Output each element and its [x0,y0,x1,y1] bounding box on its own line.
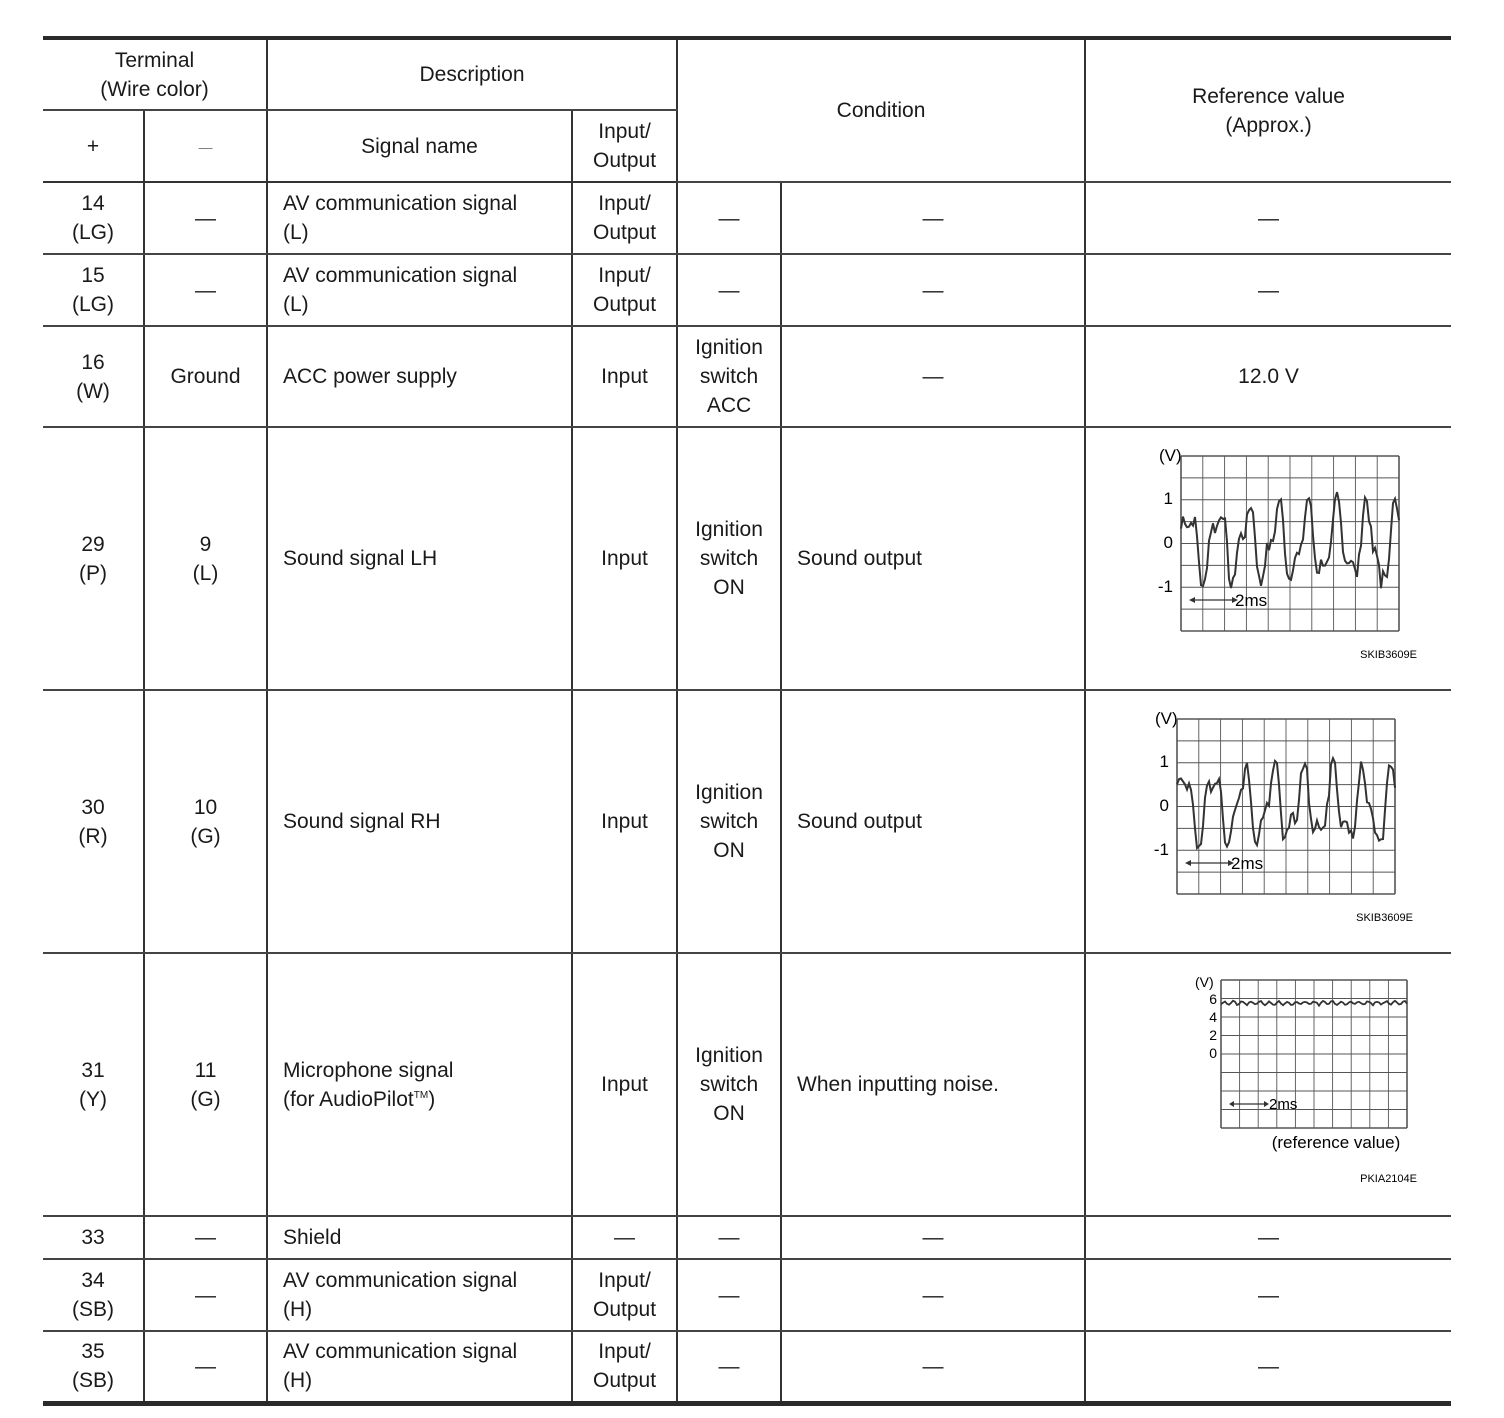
wave-ylabel: 0 [1208,1044,1217,1061]
time-scale-label: 2ms [1268,1095,1297,1113]
signal-name-line2: (L) [283,293,309,316]
cond-line3: ON [713,1102,745,1125]
signal-name [267,182,572,254]
terminal-number: 29 [81,532,105,556]
minus-terminal [144,427,267,690]
table-row [43,182,1451,254]
wire-color: (G) [190,1087,221,1111]
signal-name: Sound signal LH [267,427,572,690]
io-line2: Output [592,293,657,316]
terminal-number: 16 [81,350,105,374]
reference-value [1085,427,1451,690]
header-description: Description [267,38,677,110]
cond-line1: Ignition [695,1044,763,1067]
minus-terminal: Ground [144,326,267,427]
table-row [43,690,1451,953]
condition-detail: Sound output [781,427,1085,690]
plus-terminal [43,690,144,953]
header-terminal-label: Terminal [114,48,195,72]
condition-switch: — [677,1216,781,1259]
condition-detail: — [781,1259,1085,1331]
reference-value: — [1085,182,1451,254]
header-signal-name: Signal name [267,110,572,182]
reference-value [1085,690,1451,953]
plus-terminal [43,254,144,326]
plus-terminal [43,326,144,427]
cond-line3: ACC [706,394,752,417]
figure-id: PKIA2104E [1359,1172,1417,1185]
terminal-reference-table [43,36,1451,1406]
condition-switch: — [677,254,781,326]
plus-terminal: 33 [43,1216,144,1259]
reference-value [1085,953,1451,1216]
signal-name-line1: AV communication signal [283,1269,518,1292]
header-reference [1085,38,1451,182]
minus-terminal: — [144,182,267,254]
header-minus [144,110,267,182]
reference-value: — [1085,1259,1451,1331]
table-row [43,427,1451,690]
io-cell [572,1259,677,1331]
time-scale-label: 2ms [1234,590,1267,610]
table-row [43,254,1451,326]
signal-name-line1: AV communication signal [283,192,518,215]
wave-unit: (V) [1154,708,1178,728]
minus-terminal: — [144,1331,267,1403]
wave-ylabel: 2 [1208,1026,1217,1043]
signal-name-line2: (H) [283,1369,313,1393]
wire-color: (SB) [72,1298,114,1321]
condition-switch [677,953,781,1216]
wave-grid [1181,456,1399,631]
signal-name [267,1331,572,1403]
minus-terminal [144,690,267,953]
io-line2: Output [592,1369,657,1393]
wave-ylabel: 0 [1163,532,1173,552]
condition-switch [677,427,781,690]
reference-value: 12.0 V [1085,326,1451,427]
minus-terminal [144,953,267,1216]
plus-terminal [43,1331,144,1403]
header-io-line1: Input/ [598,120,651,143]
io-line1: Input/ [598,1269,651,1292]
condition-switch [677,690,781,953]
io-cell: Input [572,427,677,690]
cond-line2: switch [699,1073,759,1096]
wire-color: (L) [192,561,219,585]
wave-ylabel: 1 [1159,751,1169,771]
header-io [572,110,677,182]
table-row [43,326,1451,427]
minus-terminal: — [144,254,267,326]
terminal-number: 35 [81,1340,105,1364]
wire-color: (LG) [72,221,114,244]
reference-value: — [1085,254,1451,326]
signal-name [267,953,572,1216]
signal-name-line1: Microphone signal [283,1058,454,1082]
signal-name [267,254,572,326]
signal-name-line1: AV communication signal [283,264,518,287]
waveform-mic [1119,970,1419,1200]
time-scale-label: 2ms [1230,853,1263,873]
header-approx-label: (Approx.) [1225,113,1312,137]
signal-name: Sound signal RH [267,690,572,953]
condition-detail: — [781,1331,1085,1403]
minus-terminal: — [144,1216,267,1259]
terminal-number: 34 [81,1269,105,1292]
header-terminal [43,38,267,110]
condition-detail: — [781,254,1085,326]
cond-line2: switch [699,365,759,388]
io-cell: — [572,1216,677,1259]
minus-terminal: — [144,1259,267,1331]
cond-line3: ON [713,839,745,862]
condition-switch: — [677,1259,781,1331]
signal-name: Shield [267,1216,572,1259]
io-line2: Output [592,221,657,244]
wave-unit: (V) [1194,973,1214,990]
signal-name-line2: (H) [283,1298,313,1321]
signal-name-line2 [283,1085,571,1114]
signal-name-text: (for AudioPilot [283,1087,414,1111]
plus-terminal [43,182,144,254]
wave-ylabel: -1 [1153,839,1169,859]
wire-color: (SB) [72,1369,114,1393]
table-row [43,1259,1451,1331]
wave-unit: (V) [1158,445,1182,465]
cond-line1: Ignition [695,336,763,359]
condition-switch: — [677,182,781,254]
terminal-number: 9 [199,532,212,556]
waveform-lh [1119,444,1419,674]
table-row [43,953,1451,1216]
cond-line1: Ignition [695,518,763,541]
signal-name-line2: (L) [283,221,309,244]
wave-ylabel: -1 [1157,576,1173,596]
condition-detail: When inputting noise. [781,953,1085,1216]
wave-ylabel: 1 [1163,488,1173,508]
io-cell: Input [572,690,677,953]
terminal-number: 31 [81,1058,105,1082]
io-line1: Input/ [598,1340,651,1364]
io-line1: Input/ [598,264,651,287]
wire-color: (LG) [72,293,114,316]
header-reference-label: Reference value [1192,84,1345,108]
header-io-line2: Output [592,149,657,172]
wave-ylabel: 4 [1208,1008,1217,1025]
io-cell [572,254,677,326]
wire-color: (Y) [79,1087,107,1111]
io-line1: Input/ [598,192,651,215]
wave-ylabel: 0 [1159,795,1169,815]
plus-terminal [43,1259,144,1331]
io-cell: Input [572,953,677,1216]
condition-switch [677,326,781,427]
terminal-number: 10 [193,795,218,819]
terminal-number: 30 [81,795,105,819]
wave-caption: (reference value) [1271,1132,1400,1152]
plus-terminal [43,953,144,1216]
table-row [43,1331,1451,1403]
terminal-number: 11 [194,1058,217,1082]
terminal-number: 14 [81,192,105,215]
header-condition: Condition [677,38,1085,182]
wire-color: (R) [78,824,108,848]
signal-name: ACC power supply [267,326,572,427]
signal-name [267,1259,572,1331]
reference-value: — [1085,1216,1451,1259]
header-minus-label: — [198,138,213,155]
cond-line3: ON [713,576,745,599]
condition-switch: — [677,1331,781,1403]
wire-color: (W) [76,379,110,403]
trademark-mark: TM [413,1089,429,1101]
table-row [43,1216,1451,1259]
waveform-rh [1119,707,1419,937]
wave-ylabel: 6 [1208,990,1217,1007]
wire-color: (G) [190,824,221,848]
figure-id: SKIB3609E [1359,648,1417,661]
cond-line2: switch [699,810,759,833]
condition-detail: — [781,1216,1085,1259]
cond-line1: Ignition [695,781,763,804]
condition-detail: — [781,182,1085,254]
io-cell: Input [572,326,677,427]
wave-grid [1177,719,1395,894]
condition-detail: — [781,326,1085,427]
signal-name-line1: AV communication signal [283,1340,518,1364]
reference-value: — [1085,1331,1451,1403]
header-plus: + [43,110,144,182]
plus-terminal [43,427,144,690]
figure-id: SKIB3609E [1355,911,1413,924]
wire-color: (P) [79,561,107,585]
cond-line2: switch [699,547,759,570]
io-cell [572,182,677,254]
signal-name-close: ) [428,1087,436,1111]
terminal-number: 15 [81,264,105,287]
condition-detail: Sound output [781,690,1085,953]
io-cell [572,1331,677,1403]
header-wire-color-label: (Wire color) [100,77,209,101]
io-line2: Output [592,1298,657,1321]
